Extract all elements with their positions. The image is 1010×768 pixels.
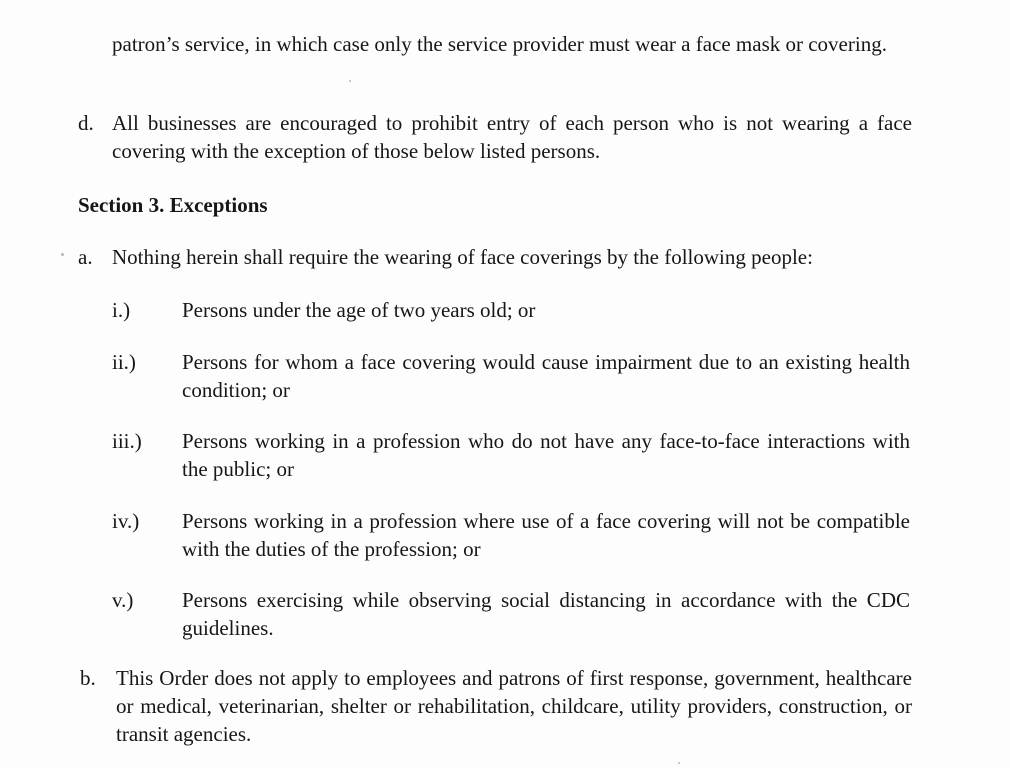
sub-item-text: Persons for whom a face covering would cause impairment due to an existing health condition; or	[182, 350, 910, 402]
scan-speck	[349, 80, 351, 82]
sub-item-numeral: iv.)	[112, 509, 140, 533]
scan-speck	[61, 253, 64, 256]
sub-item-numeral: v.)	[112, 588, 134, 612]
sub-item-numeral: iii.)	[112, 429, 142, 453]
item-text: All businesses are encouraged to prohibit entry of each person who is not wearing a face covering with the exception of those below listed persons.	[112, 111, 912, 163]
continuation-paragraph: patron’s service, in which case only the service provider must wear a face mask or covering.	[112, 32, 887, 56]
item-letter: a.	[78, 245, 93, 269]
sub-item-text: Persons working in a profession where use of a face covering will not be compatible with the duties of the profession; or	[182, 509, 910, 561]
item-letter: d.	[78, 111, 94, 135]
item-text: This Order does not apply to employees and patrons of first response, government, healthcare or medical, veterinarian, shelter or rehabilitation, childcare, utility providers, construction, or transit agencies.	[116, 666, 912, 746]
section-heading: Section 3. Exceptions	[78, 193, 268, 217]
sub-item-text: Persons working in a profession who do not have any face-to-face interactions with the public; or	[182, 429, 910, 481]
item-text: Nothing herein shall require the wearing of face coverings by the following people:	[112, 245, 813, 269]
sub-item-numeral: i.)	[112, 298, 131, 322]
sub-item-text: Persons under the age of two years old; or	[182, 298, 536, 322]
scan-speck	[678, 762, 680, 764]
sub-item-numeral: ii.)	[112, 350, 136, 374]
sub-item-text: Persons exercising while observing social distancing in accordance with the CDC guidelines.	[182, 588, 910, 640]
item-letter: b.	[80, 666, 96, 690]
